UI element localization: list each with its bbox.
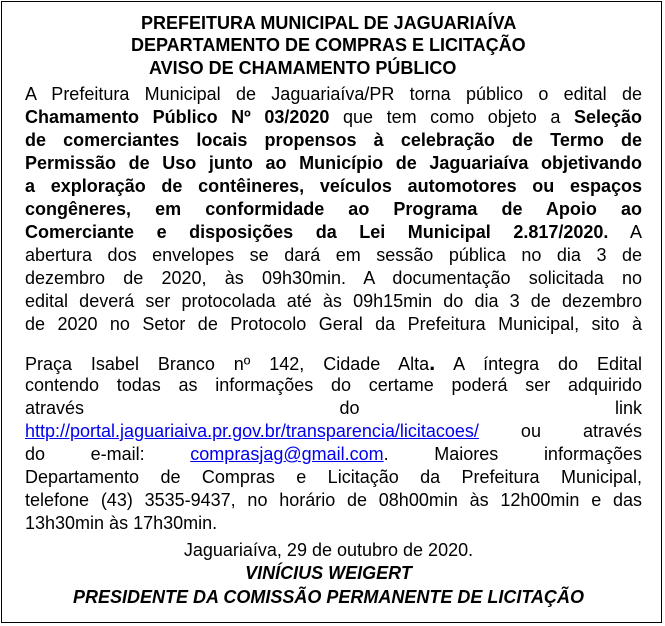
footer-signer: VINÍCIUS WEIGERT <box>245 563 412 583</box>
body-line-17: Departamento de Compras e Licitação da Prefeitura Municipal, <box>25 467 642 487</box>
body-line-16: do e-mail: comprasjag@gmail.com. Maiores informações <box>25 444 642 464</box>
body-line-9: dezembro de 2020, às 09h30min. A documentação solicitada no <box>25 268 642 288</box>
body-line-11: de 2020 no Setor de Protocolo Geral da Prefeitura Municipal, sito à <box>25 314 642 334</box>
transparency-link[interactable]: http://portal.jaguariaiva.pr.gov.br/transparencia/licitacoes/ <box>25 421 479 441</box>
footer-role: PRESIDENTE DA COMISSÃO PERMANENTE DE LICITAÇÃO <box>72 587 585 607</box>
body-line-18: telefone (43) 3535-9437, no horário de 08h00min às 12h00min e das <box>25 490 642 510</box>
body-line-12: Praça Isabel Branco nº 142, Cidade Alta. A íntegra do Edital <box>25 350 642 375</box>
body-line-2: Chamamento Público Nº 03/2020 que tem como objeto a Seleção <box>25 107 642 127</box>
body-line-7: Comerciante e disposições da Lei Municipal 2.817/2020. A <box>25 222 642 242</box>
body-line-4: Permissão de Uso junto ao Município de Jaguariaíva objetivando <box>25 153 642 173</box>
email-link[interactable]: comprasjag@gmail.com <box>190 444 384 464</box>
body-line-14: através do link <box>25 398 642 418</box>
footer-date: Jaguariaíva, 29 de outubro de 2020. <box>183 540 474 560</box>
body-line-6: congêneres, em conformidade ao Programa de Apoio ao <box>25 199 642 219</box>
body-line-13: contendo todas as informações do certame poderá ser adquirido <box>25 375 642 395</box>
notice-box <box>1 1 662 623</box>
body-line-5: a exploração de contêineres, veículos automotores ou espaços <box>25 176 642 196</box>
header-notice-title: AVISO DE CHAMAMENTO PÚBLICO <box>149 58 457 78</box>
header-municipality: PREFEITURA MUNICIPAL DE JAGUARIAÍVA <box>141 13 517 33</box>
body-line-1: A Prefeitura Municipal de Jaguariaíva/PR torna público o edital de <box>25 84 642 104</box>
body-line-15: http://portal.jaguariaiva.pr.gov.br/transparencia/licitacoes/ ou através <box>25 421 642 441</box>
body-line-10: edital deverá ser protocolada até às 09h15min do dia 3 de dezembro <box>25 291 642 311</box>
header-department: DEPARTAMENTO DE COMPRAS E LICITAÇÃO <box>131 35 526 55</box>
call-number: Chamamento Público Nº 03/2020 <box>25 107 330 127</box>
body-line-8: abertura dos envelopes se dará em sessão pública no dia 3 de <box>25 245 642 265</box>
body-line-3: de comerciantes locais propensos à celebração de Termo de <box>25 130 642 150</box>
body-line-19: 13h30min às 17h30min. <box>25 513 218 533</box>
